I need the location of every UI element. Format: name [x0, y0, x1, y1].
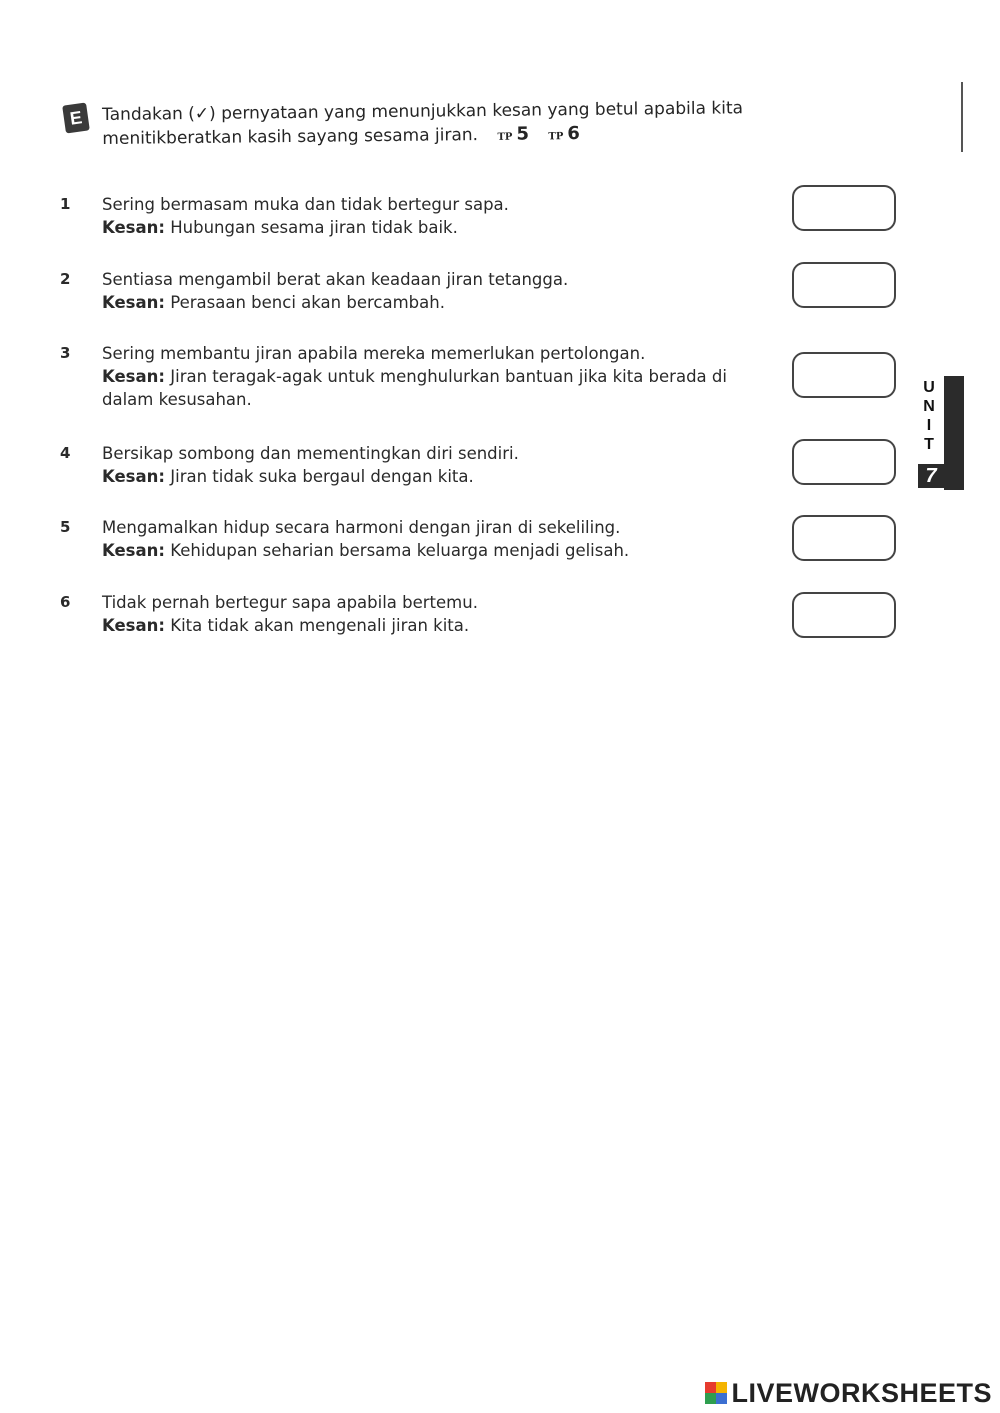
tp-level-5: TP 5	[497, 123, 530, 145]
section-badge: E	[62, 102, 90, 133]
logo-square-yellow	[716, 1382, 727, 1393]
unit-tab-letters: U N I T	[923, 379, 935, 453]
item-statement: Tidak pernah bertegur sapa apabila bertemu.	[102, 593, 478, 612]
answer-box-6[interactable]	[792, 592, 896, 638]
item-body	[102, 442, 762, 488]
item-number: 2	[60, 270, 71, 288]
item-kesan: Kesan: Perasaan benci akan bercambah.	[102, 293, 445, 312]
liveworksheets-logo	[705, 1378, 992, 1408]
item-kesan: Kesan: Jiran teragak-agak untuk menghulurkan bantuan jika kita berada di dalam kesusahan.	[102, 367, 727, 409]
instruction-text	[102, 96, 802, 154]
unit-number: 7	[918, 464, 944, 488]
logo-square-green	[705, 1393, 716, 1404]
item-kesan: Kesan: Jiran tidak suka bergaul dengan kita.	[102, 467, 474, 486]
item-statement: Sentiasa mengambil berat akan keadaan jiran tetangga.	[102, 270, 569, 289]
item-body	[102, 268, 762, 314]
answer-box-1[interactable]	[792, 185, 896, 231]
logo-square-red	[705, 1382, 716, 1393]
item-body	[102, 591, 762, 637]
liveworksheets-logo-icon	[705, 1382, 727, 1404]
answer-box-5[interactable]	[792, 515, 896, 561]
item-number: 1	[60, 195, 71, 213]
answer-box-4[interactable]	[792, 439, 896, 485]
item-body	[102, 516, 762, 562]
answer-box-3[interactable]	[792, 352, 896, 398]
instruction-body: Tandakan (✓) pernyataan yang menunjukkan kesan yang betul apabila kita menitikberatkan kasih sayang sesama jiran.	[102, 98, 744, 149]
item-kesan: Kesan: Hubungan sesama jiran tidak baik.	[102, 218, 458, 237]
tp-level-6: TP 6	[548, 122, 580, 145]
answer-box-2[interactable]	[792, 262, 896, 308]
unit-tab-bar	[944, 376, 964, 490]
unit-tab	[914, 376, 964, 490]
item-statement: Sering bermasam muka dan tidak bertegur sapa.	[102, 195, 509, 214]
logo-text: LIVEWORKSHEETS	[731, 1377, 992, 1408]
item-number: 4	[60, 444, 71, 462]
item-body	[102, 342, 762, 411]
item-statement: Bersikap sombong dan mementingkan diri sendiri.	[102, 444, 519, 463]
item-number: 6	[60, 593, 71, 611]
item-body	[102, 193, 762, 239]
logo-square-blue	[716, 1393, 727, 1404]
item-kesan: Kesan: Kehidupan seharian bersama keluarga menjadi gelisah.	[102, 541, 630, 560]
page-edge-line	[961, 82, 963, 152]
item-statement: Sering membantu jiran apabila mereka memerlukan pertolongan.	[102, 344, 646, 363]
item-number: 3	[60, 344, 71, 362]
item-number: 5	[60, 518, 71, 536]
item-kesan: Kesan: Kita tidak akan mengenali jiran kita.	[102, 616, 470, 635]
item-statement: Mengamalkan hidup secara harmoni dengan jiran di sekeliling.	[102, 518, 621, 537]
